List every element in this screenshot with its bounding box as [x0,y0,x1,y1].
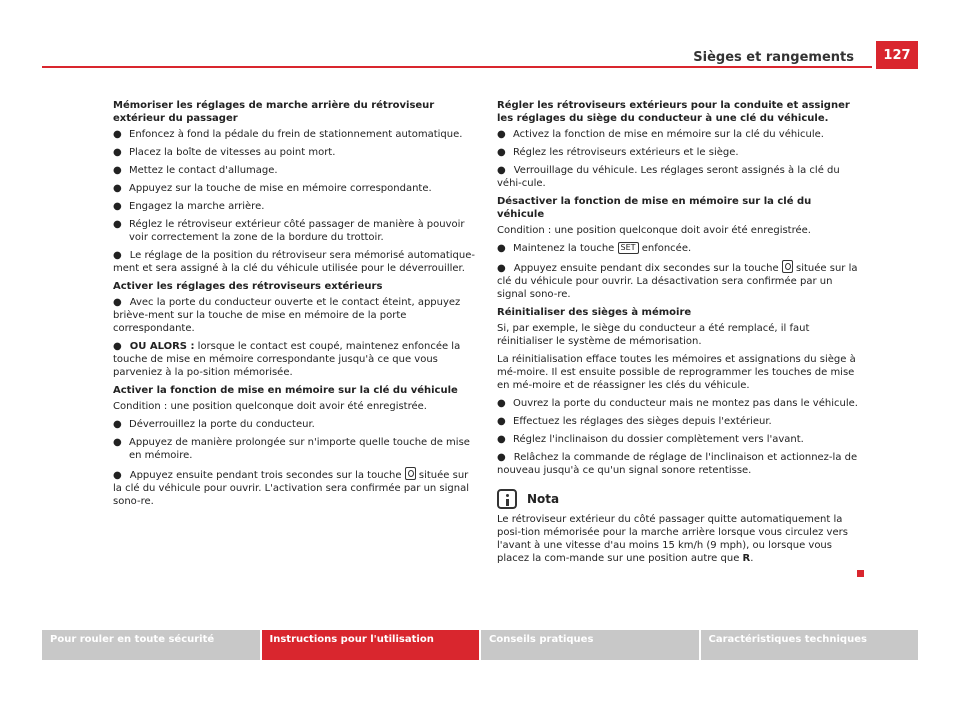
list-item-text: Mettez le contact d'allumage. [129,165,278,176]
bullet-icon: ● [113,147,122,158]
note-header [497,489,859,509]
list-item [497,128,859,141]
note-body: Le rétroviseur extérieur du côté passager quitte automatiquement la posi-tion mémorisée pour la marche arrière lorsque vous circulez vers l'avant à une vitesse d'au moins 15 km/h (9 mph), ou lorsque vous placez la com-mande sur une position autre que [497,514,848,564]
bullet-icon: ● [497,243,506,254]
footer-tab-instructions[interactable]: Instructions pour l'utilisation [262,630,480,660]
bullet-icon: ● [497,434,506,445]
bullet-icon: ● [497,147,506,158]
bullet-icon: ● [497,263,506,274]
list-item-text: Engagez la marche arrière. [129,201,265,212]
note-text [497,513,859,565]
list-item [113,436,475,462]
list-item-text: Relâchez la commande de réglage de l'inclinaison et actionnez-la de nouveau jusqu'à ce qu'un signal sonore retentisse. [497,452,858,476]
list-item [497,146,859,159]
condition-text: Condition : une position quelconque doit avoir été enregistrée. [497,225,811,236]
list-item-text: Placez la boîte de vitesses au point mort. [129,147,336,158]
list-item [497,415,859,428]
list-item-text: Appuyez ensuite pendant trois secondes sur la touche [129,470,405,481]
section-end-marker [857,570,864,577]
left-column [113,99,475,513]
bullet-icon: ● [113,470,122,481]
bullet-icon: ● [497,398,506,409]
list-item-text: Ouvrez la porte du conducteur mais ne montez pas dans le véhicule. [513,398,858,409]
section-heading: Activer les réglages des rétroviseurs extérieurs [113,281,383,292]
list-item-text: Effectuez les réglages des sièges depuis l'extérieur. [513,416,772,427]
list-item-text: Maintenez la touche [513,243,618,254]
footer-tab-safety[interactable]: Pour rouler en toute sécurité [42,630,260,660]
page-header-title: Sièges et rangements [693,50,854,65]
bullet-icon: ● [113,250,122,261]
list-item [113,182,475,195]
list-item-text: Enfoncez à fond la pédale du frein de stationnement automatique. [129,129,463,140]
list-item [113,128,475,141]
note-gear-label: R [742,553,751,564]
list-item [497,242,859,255]
list-item-text: Appuyez de manière prolongée sur n'importe quelle touche de mise en mémoire. [129,437,470,461]
section-heading: Mémoriser les réglages de marche arrière du rétroviseur extérieur du passager [113,100,435,124]
list-item-text: Appuyez sur la touche de mise en mémoire correspondante. [129,183,432,194]
list-item [113,418,475,431]
list-item [497,451,859,477]
list-item-text: Appuyez ensuite pendant dix secondes sur la touche [513,263,782,274]
list-item [113,249,475,275]
condition-text: Condition : une position quelconque doit avoir été enregistrée. [113,401,427,412]
section-heading: Activer la fonction de mise en mémoire sur la clé du véhicule [113,385,458,396]
section-heading: Désactiver la fonction de mise en mémoire sur la clé du véhicule [497,196,812,220]
bullet-icon: ● [113,201,122,212]
list-item [113,200,475,213]
footer-tab-practical-tips[interactable]: Conseils pratiques [481,630,699,660]
bullet-icon: ● [497,129,506,140]
page-number: 127 [876,41,918,69]
list-item-text: Réglez l'inclinaison du dossier complètement vers l'avant. [513,434,804,445]
bullet-icon: ● [113,437,122,448]
list-item [113,467,475,508]
bullet-icon: ● [497,165,506,176]
key-unlock-icon [405,467,416,480]
list-item [497,397,859,410]
note-title: Nota [527,491,560,506]
list-item-text: Verrouillage du véhicule. Les réglages seront assignés à la clé du véhi-cule. [497,165,840,189]
section-heading: Régler les rétroviseurs extérieurs pour la conduite et assigner les réglages du siège du conducteur à une clé du véhicule. [497,100,850,124]
set-key-icon: SET [618,242,639,254]
list-item-text: enfoncée. [638,243,692,254]
list-item-text: Avec la porte du conducteur ouverte et le contact éteint, appuyez briève-ment sur la touche de mise en mémoire de la porte correspondante. [113,297,461,334]
list-item [497,260,859,301]
section-heading: Réinitialiser des sièges à mémoire [497,307,692,318]
list-item [113,164,475,177]
bullet-icon: ● [113,219,122,230]
list-item-text: Activez la fonction de mise en mémoire sur la clé du véhicule. [513,129,824,140]
list-item [497,164,859,190]
list-item-text: Réglez le rétroviseur extérieur côté passager de manière à pouvoir voir correctement la zone de la bordure du trottoir. [129,219,465,243]
header-rule [42,66,872,68]
list-item-text: lorsque le contact est coupé, maintenez enfoncée la touche de mise en mémoire correspondante jusqu'à ce que vous parveniez à la po-sition mémorisée. [113,341,461,378]
list-item [113,218,475,244]
note-end: . [750,553,754,564]
bullet-icon: ● [113,341,122,352]
footer-tab-technical-specs[interactable]: Caractéristiques techniques [701,630,919,660]
or-else-label: OU ALORS : [129,341,195,352]
footer-nav [42,630,918,660]
bullet-icon: ● [113,165,122,176]
list-item-text: située sur la clé du véhicule pour ouvrir. L'activation sera confirmée par un signal sono-re. [113,470,470,507]
list-item-text: Déverrouillez la porte du conducteur. [129,419,315,430]
key-unlock-icon [782,260,793,273]
list-item [113,146,475,159]
list-item [113,296,475,335]
list-item [497,433,859,446]
bullet-icon: ● [113,297,122,308]
info-icon [497,489,517,509]
list-item [113,340,475,379]
list-item-text: Le réglage de la position du rétroviseur sera mémorisé automatique-ment et sera assigné à la clé du véhicule utilisée pour le déverrouiller. [113,250,475,274]
paragraph: Si, par exemple, le siège du conducteur a été remplacé, il faut réinitialiser le système de mémorisation. [497,323,810,347]
bullet-icon: ● [497,416,506,427]
list-item-text: Réglez les rétroviseurs extérieurs et le siège. [513,147,739,158]
bullet-icon: ● [113,129,122,140]
paragraph: La réinitialisation efface toutes les mémoires et assignations du siège à mé-moire. Il est ensuite possible de reprogrammer les touches de mise en mé-moire et de réassigner les clés du véhicule. [497,354,856,391]
list-item-text: située sur la clé du véhicule pour ouvrir. La désactivation sera confirmée par un signal sono-re. [497,263,858,300]
right-column [497,99,859,570]
bullet-icon: ● [113,419,122,430]
bullet-icon: ● [497,452,506,463]
bullet-icon: ● [113,183,122,194]
